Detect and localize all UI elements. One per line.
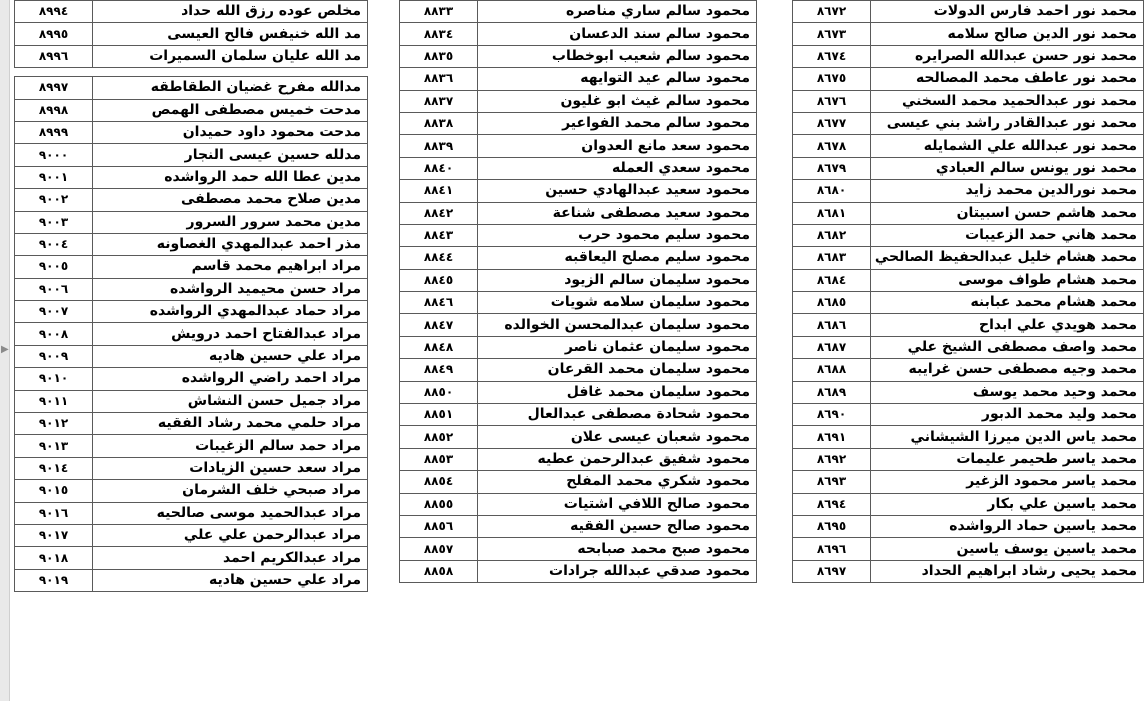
person-name: محمد ياسر طحيمر عليمات bbox=[871, 448, 1144, 470]
serial-number: ٩٠٠٢ bbox=[15, 189, 93, 211]
serial-number: ٨٦٩٧ bbox=[793, 560, 871, 582]
person-name: محمد ياس الدين ميرزا الشيشاني bbox=[871, 426, 1144, 448]
serial-number: ٨٦٨٨ bbox=[793, 359, 871, 381]
table-row bbox=[793, 292, 1144, 314]
serial-number: ٩٠٠١ bbox=[15, 166, 93, 188]
column-right bbox=[792, 0, 1144, 583]
serial-number: ٨٩٩٥ bbox=[15, 23, 93, 45]
person-name: محمد نورالدين محمد زايد bbox=[871, 180, 1144, 202]
expand-arrow-icon[interactable]: ▶ bbox=[1, 344, 9, 355]
person-name: محمود سعد مانع العدوان bbox=[478, 135, 757, 157]
table-row bbox=[400, 157, 757, 179]
table-row bbox=[400, 560, 757, 582]
table-row bbox=[15, 99, 368, 121]
serial-number: ٨٨٣٥ bbox=[400, 45, 478, 67]
person-name: مد الله خنيفس فالح العيسى bbox=[93, 23, 368, 45]
table-row bbox=[15, 23, 368, 45]
person-name: محمد ياسين علي بكار bbox=[871, 493, 1144, 515]
person-name: محمود سليمان سالم الزيود bbox=[478, 269, 757, 291]
table-row bbox=[793, 247, 1144, 269]
table-row bbox=[400, 404, 757, 426]
serial-number: ٨٨٣٤ bbox=[400, 23, 478, 45]
table-row bbox=[400, 1, 757, 23]
person-name: مراد حماد عبدالمهدي الرواشده bbox=[93, 301, 368, 323]
person-name: محمد نور حسن عبدالله الصرايره bbox=[871, 45, 1144, 67]
person-name: محمد ياسين يوسف ياسين bbox=[871, 538, 1144, 560]
person-name: مدحت محمود داود حميدان bbox=[93, 121, 368, 143]
serial-number: ٨٦٧٥ bbox=[793, 68, 871, 90]
serial-number: ٨٨٤٥ bbox=[400, 269, 478, 291]
person-name: مراد حمد سالم الزغيبات bbox=[93, 435, 368, 457]
serial-number: ٨٦٨٦ bbox=[793, 314, 871, 336]
table-row bbox=[400, 202, 757, 224]
table-row bbox=[15, 189, 368, 211]
table-row bbox=[793, 359, 1144, 381]
table-row bbox=[793, 336, 1144, 358]
person-name: محمد يحيى رشاد ابراهيم الحداد bbox=[871, 560, 1144, 582]
person-name: محمود شحادة مصطفى عبدالعال bbox=[478, 404, 757, 426]
serial-number: ٨٨٤٩ bbox=[400, 359, 478, 381]
person-name: محمود سالم عيد التوايهه bbox=[478, 68, 757, 90]
table-row bbox=[400, 135, 757, 157]
table-row bbox=[400, 515, 757, 537]
names-table-left bbox=[14, 0, 368, 592]
serial-number: ٩٠١٧ bbox=[15, 524, 93, 546]
person-name: محمد نور يونس سالم العبادي bbox=[871, 157, 1144, 179]
table-row bbox=[400, 538, 757, 560]
serial-number: ٨٦٨٢ bbox=[793, 224, 871, 246]
names-table-middle bbox=[399, 0, 757, 583]
person-name: محمد نور عاطف محمد المصالحه bbox=[871, 68, 1144, 90]
serial-number: ٨٨٤٠ bbox=[400, 157, 478, 179]
table-row bbox=[400, 269, 757, 291]
person-name: محمود سالم سند الدعسان bbox=[478, 23, 757, 45]
person-name: محمد واصف مصطفى الشيخ علي bbox=[871, 336, 1144, 358]
table-row bbox=[400, 448, 757, 470]
serial-number: ٨٦٨٣ bbox=[793, 247, 871, 269]
person-name: مراد جميل حسن النشاش bbox=[93, 390, 368, 412]
serial-number: ٨٨٥٠ bbox=[400, 381, 478, 403]
person-name: محمود سليمان محمد القرعان bbox=[478, 359, 757, 381]
serial-number: ٩٠١٨ bbox=[15, 547, 93, 569]
table-row bbox=[793, 45, 1144, 67]
table-row bbox=[15, 1, 368, 23]
serial-number: ٨٨٤٣ bbox=[400, 224, 478, 246]
serial-number: ٨٨٥٤ bbox=[400, 471, 478, 493]
person-name: مدين محمد سرور السرور bbox=[93, 211, 368, 233]
person-name: محمود شعبان عيسى علان bbox=[478, 426, 757, 448]
column-middle bbox=[399, 0, 757, 583]
person-name: مد الله عليان سلمان السميرات bbox=[93, 45, 368, 67]
person-name: محمود سالم شعيب ابوخطاب bbox=[478, 45, 757, 67]
table-row bbox=[400, 381, 757, 403]
serial-number: ٨٨٣٧ bbox=[400, 90, 478, 112]
table-row bbox=[15, 569, 368, 591]
person-name: محمود صالح اللافي اشتيات bbox=[478, 493, 757, 515]
person-name: مراد علي حسين هاديه bbox=[93, 345, 368, 367]
person-name: محمود سليمان سلامه شويات bbox=[478, 292, 757, 314]
person-name: مدحت خميس مصطفى الهمص bbox=[93, 99, 368, 121]
serial-number: ٨٦٨٩ bbox=[793, 381, 871, 403]
table-row bbox=[15, 211, 368, 233]
person-name: مراد سعد حسين الزيادات bbox=[93, 457, 368, 479]
table-row bbox=[400, 426, 757, 448]
table-row bbox=[15, 144, 368, 166]
person-name: محمود سالم محمد الفواعير bbox=[478, 112, 757, 134]
table-row bbox=[400, 493, 757, 515]
names-table-right bbox=[792, 0, 1144, 583]
table-row bbox=[793, 560, 1144, 582]
serial-number: ٨٨٥٦ bbox=[400, 515, 478, 537]
serial-number: ٨٨٤٧ bbox=[400, 314, 478, 336]
table-row bbox=[15, 233, 368, 255]
table-row bbox=[400, 180, 757, 202]
person-name: مراد عبدالكريم احمد bbox=[93, 547, 368, 569]
person-name: محمود صدقي عبدالله جرادات bbox=[478, 560, 757, 582]
serial-number: ٩٠١٢ bbox=[15, 413, 93, 435]
person-name: مذر احمد عبدالمهدي الغصاونه bbox=[93, 233, 368, 255]
person-name: محمد وجيه مصطفى حسن غرايبه bbox=[871, 359, 1144, 381]
serial-number: ٨٨٤١ bbox=[400, 180, 478, 202]
serial-number: ٨٦٧٦ bbox=[793, 90, 871, 112]
table-row bbox=[400, 68, 757, 90]
serial-number: ٩٠٠٩ bbox=[15, 345, 93, 367]
person-name: محمد هشام خليل عبدالحفيظ الصالحي bbox=[871, 247, 1144, 269]
serial-number: ٩٠١١ bbox=[15, 390, 93, 412]
person-name: مدلله حسين عيسى النجار bbox=[93, 144, 368, 166]
table-row bbox=[793, 538, 1144, 560]
table-row bbox=[15, 413, 368, 435]
table-row bbox=[400, 23, 757, 45]
person-name: مراد علي حسين هاديه bbox=[93, 569, 368, 591]
person-name: محمد نور عبدالله علي الشمايله bbox=[871, 135, 1144, 157]
serial-number: ٨٦٨٥ bbox=[793, 292, 871, 314]
serial-number: ٩٠٠٠ bbox=[15, 144, 93, 166]
table-row bbox=[793, 68, 1144, 90]
serial-number: ٨٩٩٤ bbox=[15, 1, 93, 23]
serial-number: ٩٠٠٦ bbox=[15, 278, 93, 300]
person-name: محمد وليد محمد الدبور bbox=[871, 404, 1144, 426]
serial-number: ٨٦٩٦ bbox=[793, 538, 871, 560]
person-name: محمد هاني حمد الزعيبات bbox=[871, 224, 1144, 246]
table-row bbox=[15, 45, 368, 67]
serial-number: ٨٨٤٨ bbox=[400, 336, 478, 358]
person-name: محمد هاشم حسن اسبيتان bbox=[871, 202, 1144, 224]
person-name: محمود سليمان محمد غافل bbox=[478, 381, 757, 403]
table-row bbox=[793, 224, 1144, 246]
serial-number: ٩٠٠٨ bbox=[15, 323, 93, 345]
serial-number: ٨٩٩٨ bbox=[15, 99, 93, 121]
serial-number: ٨٩٩٩ bbox=[15, 121, 93, 143]
person-name: مخلص عوده رزق الله حداد bbox=[93, 1, 368, 23]
table-row bbox=[400, 336, 757, 358]
person-name: محمود سعيد عبدالهادي حسين bbox=[478, 180, 757, 202]
serial-number: ٩٠١٩ bbox=[15, 569, 93, 591]
person-name: محمد ياسين حماد الرواشده bbox=[871, 515, 1144, 537]
table-row bbox=[400, 247, 757, 269]
table-row bbox=[400, 112, 757, 134]
table-row bbox=[793, 180, 1144, 202]
serial-number: ٩٠٠٣ bbox=[15, 211, 93, 233]
serial-number: ٩٠١٦ bbox=[15, 502, 93, 524]
person-name: مراد عبدالفتاح احمد درويش bbox=[93, 323, 368, 345]
table-row bbox=[793, 269, 1144, 291]
serial-number: ٩٠٠٧ bbox=[15, 301, 93, 323]
serial-number: ٨٨٥١ bbox=[400, 404, 478, 426]
serial-number: ٩٠١٤ bbox=[15, 457, 93, 479]
serial-number: ٨٦٨١ bbox=[793, 202, 871, 224]
serial-number: ٩٠١٠ bbox=[15, 368, 93, 390]
serial-number: ٨٦٩٥ bbox=[793, 515, 871, 537]
serial-number: ٨٩٩٧ bbox=[15, 77, 93, 99]
serial-number: ٨٦٧٩ bbox=[793, 157, 871, 179]
person-name: مراد حلمي محمد رشاد الفقيه bbox=[93, 413, 368, 435]
serial-number: ٨٨٥٣ bbox=[400, 448, 478, 470]
page-break-gap bbox=[15, 68, 368, 77]
table-row bbox=[400, 314, 757, 336]
table-row bbox=[793, 314, 1144, 336]
person-name: مراد ابراهيم محمد قاسم bbox=[93, 256, 368, 278]
table-row bbox=[15, 457, 368, 479]
table-row bbox=[15, 368, 368, 390]
serial-number: ٨٦٩٣ bbox=[793, 471, 871, 493]
table-row bbox=[400, 45, 757, 67]
person-name: محمود سعدي العمله bbox=[478, 157, 757, 179]
person-name: محمود سليمان عبدالمحسن الخوالده bbox=[478, 314, 757, 336]
table-row bbox=[793, 493, 1144, 515]
table-row bbox=[15, 524, 368, 546]
serial-number: ٨٨٣٦ bbox=[400, 68, 478, 90]
person-name: محمود سالم ساري مناصره bbox=[478, 1, 757, 23]
table-row bbox=[793, 157, 1144, 179]
person-name: مراد حسن محيميد الرواشده bbox=[93, 278, 368, 300]
person-name: محمود سالم غيث ابو غليون bbox=[478, 90, 757, 112]
table-row bbox=[15, 502, 368, 524]
table-row bbox=[793, 448, 1144, 470]
table-row bbox=[15, 166, 368, 188]
table-row bbox=[793, 112, 1144, 134]
serial-number: ٨٦٩١ bbox=[793, 426, 871, 448]
table-row bbox=[400, 90, 757, 112]
serial-number: ٨٦٨٠ bbox=[793, 180, 871, 202]
serial-number: ٨٨٥٥ bbox=[400, 493, 478, 515]
person-name: محمد هويدي علي ابداح bbox=[871, 314, 1144, 336]
serial-number: ٨٨٤٦ bbox=[400, 292, 478, 314]
table-row bbox=[15, 278, 368, 300]
person-name: محمد نور احمد فارس الدولات bbox=[871, 1, 1144, 23]
serial-number: ٨٦٩٤ bbox=[793, 493, 871, 515]
table-row bbox=[793, 426, 1144, 448]
person-name: محمود شفيق عبدالرحمن عطيه bbox=[478, 448, 757, 470]
person-name: محمد وحيد محمد يوسف bbox=[871, 381, 1144, 403]
person-name: محمد ياسر محمود الزغير bbox=[871, 471, 1144, 493]
person-name: مراد احمد راضي الرواشده bbox=[93, 368, 368, 390]
person-name: محمود سعيد مصطفى شناعة bbox=[478, 202, 757, 224]
gap-cell bbox=[15, 68, 368, 77]
person-name: محمود سليم محمود حرب bbox=[478, 224, 757, 246]
table-row bbox=[15, 77, 368, 99]
table-row bbox=[400, 224, 757, 246]
person-name: محمود صالح حسين الفقيه bbox=[478, 515, 757, 537]
serial-number: ٨٦٧٨ bbox=[793, 135, 871, 157]
serial-number: ٨٦٧٣ bbox=[793, 23, 871, 45]
serial-number: ٨٨٥٨ bbox=[400, 560, 478, 582]
table-row bbox=[400, 292, 757, 314]
serial-number: ٨٨٣٨ bbox=[400, 112, 478, 134]
table-row bbox=[793, 135, 1144, 157]
table-row bbox=[15, 547, 368, 569]
person-name: مدين عطا الله حمد الرواشده bbox=[93, 166, 368, 188]
person-name: محمد نور عبدالقادر راشد بني عيسى bbox=[871, 112, 1144, 134]
table-row bbox=[15, 301, 368, 323]
person-name: محمد نور عبدالحميد محمد السخني bbox=[871, 90, 1144, 112]
person-name: مراد عبدالحميد موسى صالحيه bbox=[93, 502, 368, 524]
table-row bbox=[15, 390, 368, 412]
serial-number: ٨٩٩٦ bbox=[15, 45, 93, 67]
person-name: مدالله مفرح غضيان الطقاطقه bbox=[93, 77, 368, 99]
serial-number: ٨٦٧٤ bbox=[793, 45, 871, 67]
table-row bbox=[15, 435, 368, 457]
table-row bbox=[793, 1, 1144, 23]
serial-number: ٨٨٣٩ bbox=[400, 135, 478, 157]
table-row bbox=[400, 359, 757, 381]
table-row bbox=[793, 381, 1144, 403]
table-row bbox=[793, 404, 1144, 426]
serial-number: ٨٦٩٠ bbox=[793, 404, 871, 426]
serial-number: ٨٦٩٢ bbox=[793, 448, 871, 470]
serial-number: ٨٦٨٤ bbox=[793, 269, 871, 291]
table-row bbox=[15, 480, 368, 502]
column-left bbox=[14, 0, 368, 592]
serial-number: ٩٠١٣ bbox=[15, 435, 93, 457]
person-name: محمود سليم مصلح اليعاقبه bbox=[478, 247, 757, 269]
table-row bbox=[15, 256, 368, 278]
serial-number: ٨٨٥٢ bbox=[400, 426, 478, 448]
person-name: محمد نور الدين صالح سلامه bbox=[871, 23, 1144, 45]
table-row bbox=[793, 23, 1144, 45]
serial-number: ٨٨٤٤ bbox=[400, 247, 478, 269]
person-name: محمد هشام محمد عبابنه bbox=[871, 292, 1144, 314]
serial-number: ٩٠٠٥ bbox=[15, 256, 93, 278]
table-row bbox=[15, 345, 368, 367]
serial-number: ٨٨٤٢ bbox=[400, 202, 478, 224]
serial-number: ٨٨٥٧ bbox=[400, 538, 478, 560]
table-row bbox=[15, 323, 368, 345]
serial-number: ٨٦٧٢ bbox=[793, 1, 871, 23]
serial-number: ٩٠١٥ bbox=[15, 480, 93, 502]
person-name: محمود سليمان عثمان ناصر bbox=[478, 336, 757, 358]
person-name: محمود شكري محمد المفلح bbox=[478, 471, 757, 493]
table-row bbox=[793, 202, 1144, 224]
table-row bbox=[793, 471, 1144, 493]
serial-number: ٨٦٨٧ bbox=[793, 336, 871, 358]
table-row bbox=[793, 90, 1144, 112]
table-row bbox=[400, 471, 757, 493]
table-row bbox=[793, 515, 1144, 537]
serial-number: ٨٦٧٧ bbox=[793, 112, 871, 134]
serial-number: ٨٨٣٣ bbox=[400, 1, 478, 23]
person-name: مراد صبحي خلف الشرمان bbox=[93, 480, 368, 502]
person-name: محمود صبح محمد صبابحه bbox=[478, 538, 757, 560]
serial-number: ٩٠٠٤ bbox=[15, 233, 93, 255]
table-row bbox=[15, 121, 368, 143]
person-name: مراد عبدالرحمن علي علي bbox=[93, 524, 368, 546]
person-name: محمد هشام طواف موسى bbox=[871, 269, 1144, 291]
person-name: مدين صلاح محمد مصطفى bbox=[93, 189, 368, 211]
